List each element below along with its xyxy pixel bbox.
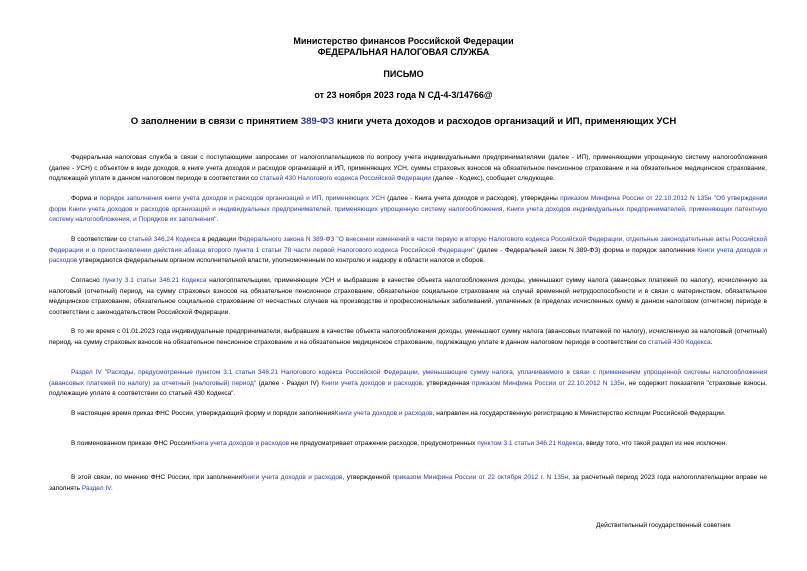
paragraph-5: В то же время с 01.01.2023 года индивидуальные предприниматели, выбравшие в качестве объекта налогообложения доходы, уменьшают сумму налога (авансовых платежей по налогу), исчисленную за налоговый (отчетный) период, на сумму страховых взносов на обязательное пенсионное страхование и на обязательное медицинское страхование, подлежащую уплате в данном налоговом периоде в соответствии со статьей 430 Кодекса.: [49, 328, 767, 346]
letter-title: О заполнении в связи с принятием 389-ФЗ книги учета доходов и расходов организаций и ИП, применяющих УСН: [130, 116, 677, 127]
income-book-link[interactable]: Книги учета доходов и расходов: [334, 410, 433, 417]
paragraph-2: Форма и порядок заполнения книги учета доходов и расходов организаций и ИП, применяющих УСН (далее - Книга учета доходов и расходов), утверждены приказом Минфина России от 22.10.2012 N 135н "Об утверждении форм Книги учета доходов и расходов организаций и индивидуальных предпринимателей, применяющих упрощенную систему налогообложения, Книги учета доходов индивидуальных предпринимателей, применяющих патентную систему налогообложения, и Порядков их заполнения".: [49, 195, 767, 224]
filling-procedure-link[interactable]: порядок заполнения книги учета доходов и расходов организаций и ИП, применяющих УСН: [99, 195, 385, 202]
section-iv-link[interactable]: Раздел IV: [81, 484, 111, 492]
order-135n-link[interactable]: приказом Минфина России от 22.10.2012 N 135н: [472, 379, 625, 387]
signatory-position: Действительный государственный советник: [596, 522, 731, 529]
federal-law-389-link[interactable]: Федерального закона N 389-ФЗ "О внесении изменений в части первую и вторую Налогового кодекса Российской Федерации, отдельные законодательные акты Российской Федерации и о приостановлении действия абзаца второго пункта 1 статьи 78 части первой Налогового кодекса Российской Федерации": [49, 236, 767, 254]
order-135n-2012-link[interactable]: приказом Минфина России от 22 октября 2012 г. N 135н: [392, 474, 569, 481]
income-book-link[interactable]: Книги учета доходов и расходов: [49, 246, 767, 265]
document-type: ПИСЬМО: [383, 69, 424, 79]
article-430-code-link[interactable]: статьей 430 Кодекса: [648, 338, 711, 346]
article-430-link[interactable]: статьей 430 Налогового кодекса Российской Федерации: [259, 175, 431, 183]
paragraph-9: В этой связи, по мнению ФНС России, при заполненииКниги учета доходов и расходов, утвержденной приказом Минфина России от 22 октября 2012 г. N 135н, за расчетный период 2023 года налогоплательщики вправе не заполнять Раздел IV.: [49, 474, 767, 492]
clause-3-1-link[interactable]: пунктом 3.1 статьи 346.21 Кодекса: [477, 440, 583, 447]
ministry-name: Министерство финансов Российской Федерации: [293, 36, 514, 46]
paragraph-6: Раздел IV "Расходы, предусмотренные пунктом 3.1 статьи 346.21 Налогового кодекса Российской Федерации, уменьшающие сумму налога, уплачиваемого в связи с применением упрощенной системы налогообложения (авансовых платежей по налогу) за отчетный (налоговый) период" (далее - Раздел IV) Книги учета доходов и расходов, утвержденная приказом Минфина России от 22.10.2012 N 135н, не содержит показателя "страховые взносы, подлежащие уплате в соответствии со статьей 430 Кодекса".: [49, 369, 767, 398]
paragraph-4: Согласно пункту 3.1 статьи 346.21 Кодекса налогоплательщики, применяющие УСН и выбравшие в качестве объекта налогообложения доходы, уменьшают сумму налога (авансовых платежей по налогу), исчисленную за налоговый (отчетный) период, на сумму страховых взносов на обязательное пенсионное страхование, обязательное социальное страхование на случай временной нетрудоспособности и в связи с материнством, обязательное медицинское страхование, обязательное социальное страхование от несчастных случаев на производстве и профессиональных заболеваний, уплаченных (в пределах исчисленных сумм) в данном налоговом (отчетном) периоде в соответствии с законодательством Российской Федерации.: [49, 277, 767, 317]
income-book-link[interactable]: Книги учета доходов и расходов: [321, 379, 423, 387]
law-389-link[interactable]: 389-ФЗ: [300, 116, 335, 127]
document-date-number: от 23 ноября 2023 года N СД-4-3/14766@: [314, 90, 493, 100]
article-346-24-link[interactable]: статьей 346.24 Кодекса: [128, 236, 201, 243]
income-book-link[interactable]: Книги учета доходов и расходов: [242, 474, 343, 481]
income-book-link[interactable]: Книга учета доходов и расходов: [191, 440, 290, 447]
service-name: ФЕДЕРАЛЬНАЯ НАЛОГОВАЯ СЛУЖБА: [317, 47, 490, 57]
paragraph-3: В соответствии со статьей 346.24 Кодекса в редакции Федерального закона N 389-ФЗ "О внесении изменений в части первую и вторую Налогового кодекса Российской Федерации, отдельные законодательные акты Российской Федерации и о приостановлении действия абзаца второго пункта 1 статьи 78 части первой Налогового кодекса Российской Федерации" (далее - Федеральный закон N 389-ФЗ) форма и порядок заполнения Книги учета доходов и расходов утверждаются федеральным органом исполнительной власти, уполномоченным по контролю и надзору в области налогов и сборов.: [49, 236, 767, 265]
paragraph-1: Федеральная налоговая служба в связи с поступающими запросами от налогоплательщиков по вопросу учета индивидуальными предпринимателями (далее - ИП), применяющими упрощенную систему налогообложения (далее - УСН) с объектом в виде доходов, в книге учета доходов и расходов организаций и ИП, применяющих УСН, суммы страховых взносов на обязательное пенсионное страхование и на обязательное медицинское страхование, подлежащей уплате в данном налоговом периоде в соответствии со статьей 430 Налогового кодекса Российской Федерации (далее - Кодекс), сообщает следующее.: [49, 154, 767, 183]
clause-3-1-link[interactable]: пункту 3.1 статьи 346.21 Кодекса: [102, 277, 207, 284]
paragraph-8: В поименованном приказе ФНС РоссииКнига учета доходов и расходов не предусматривает отражение расходов, предусмотренных пунктом 3.1 статьи 346.21 Кодекса, ввиду того, что такой раздел из нее исключен.: [71, 440, 728, 447]
section-iv-link[interactable]: Раздел IV "Расходы, предусмотренные пунктом 3.1 статьи 346.21 Налогового кодекса Российской Федерации, уменьшающие сумму налога, уплачиваемого в связи с применением упрощенной системы налогообложения (авансовых платежей по налогу) за отчетный (налоговый) период": [49, 369, 767, 387]
order-135n-link[interactable]: приказом Минфина России от 22.10.2012 N 135н "Об утверждении форм Книги учета доходов и расходов организаций и индивидуальных предпринимателей, применяющих упрощенную систему налогообложения, Книги учета доходов индивидуальных предпринимателей, применяющих патентную систему налогообложения, и Порядков их заполнения": [49, 195, 767, 224]
paragraph-7: В настоящее время приказ ФНС России, утверждающий форму и порядок заполненияКниги учета доходов и расходов, направлен на государственную регистрацию в Министерство юстиции Российской Федерации.: [71, 410, 726, 417]
